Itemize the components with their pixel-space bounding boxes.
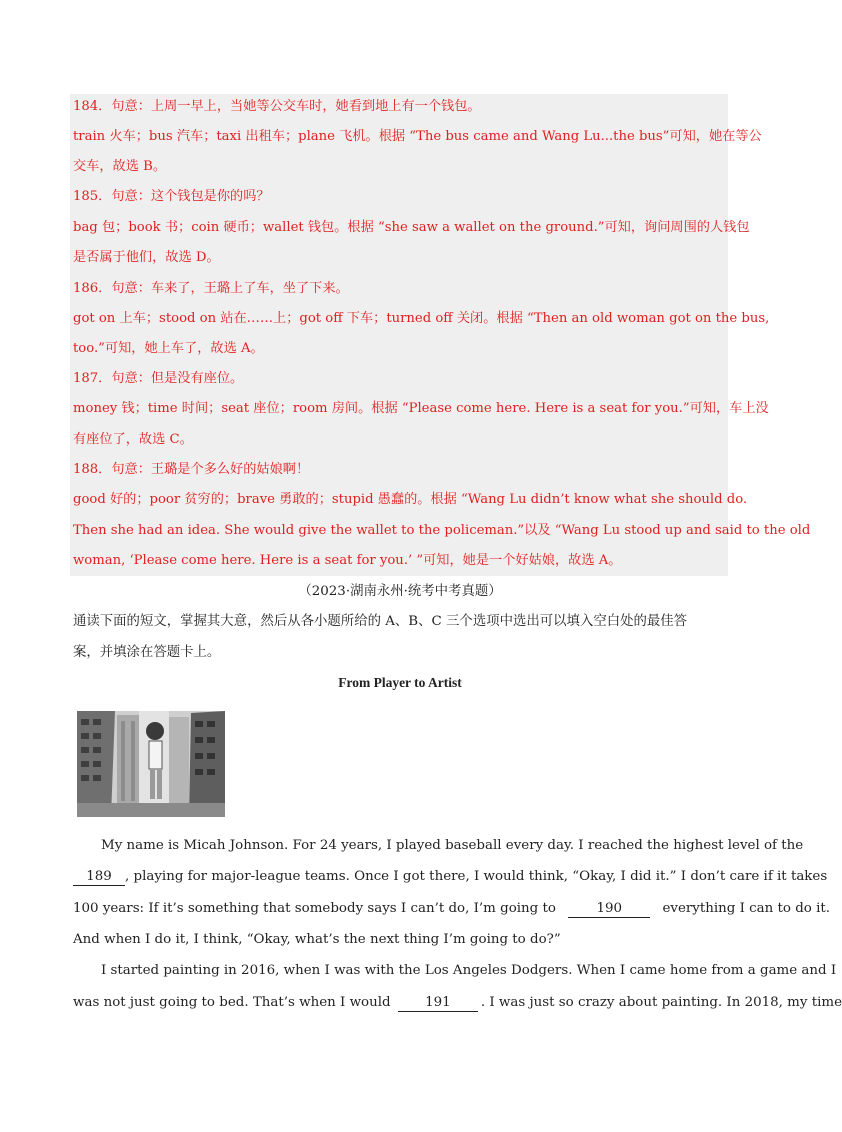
blank-191: 191 — [398, 995, 478, 1012]
answer-line: good 好的；poor 贫穷的；brave 勇敢的；stupid 愚蠢的。根据 “Wang Lu didn’t know what she should do. — [73, 492, 748, 507]
paragraph-line — [73, 836, 804, 856]
answer-line: 187．句意：但是没有座位。 — [73, 371, 244, 386]
paragraph-text: everything I can to do it. — [662, 901, 831, 916]
answer-line: 交车，故选 B。 — [73, 159, 167, 174]
paragraph-text: My name is Micah Johnson. For 24 years, I played baseball every day. I reached the highest level of the — [101, 838, 804, 853]
paragraph-line — [73, 867, 827, 887]
answer-line: 188．句意：王璐是个多么好的姑娘啊！ — [73, 462, 310, 477]
answer-line: 185．句意：这个钱包是你的吗？ — [73, 189, 270, 204]
paragraph-line: And when I do it, I think, “Okay, what’s the next thing I’m going to do?” — [73, 932, 561, 947]
answer-line: 186．句意：车来了，王璐上了车，坐了下来。 — [73, 281, 349, 296]
city-street-photo — [77, 711, 225, 817]
blank-190: 190 — [568, 901, 650, 918]
paragraph-text: 100 years: If it’s something that somebody says I can’t do, I’m going to — [73, 901, 556, 916]
instruction-line: 通读下面的短文，掌握其大意，然后从各小题所给的 A、B、C 三个选项中选出可以填入空白处的最佳答 — [73, 614, 688, 629]
city-street-illustration — [77, 711, 225, 817]
paragraph-line — [73, 899, 830, 919]
answer-line: bag 包；book 书；coin 硬币；wallet 钱包。根据 “she saw a wallet on the ground.”可知，询问周围的人钱包 — [73, 220, 750, 235]
paragraph-text: I started painting in 2016, when I was with the Los Angeles Dodgers. When I came home from a game and I — [101, 963, 837, 978]
blank-189: 189 — [73, 869, 125, 886]
passage-title: From Player to Artist — [338, 675, 462, 690]
paragraph-line — [73, 993, 842, 1013]
answer-line: 有座位了，故选 C。 — [73, 432, 193, 447]
paragraph-text: . I was just so crazy about painting. In 2018, my time — [480, 995, 842, 1010]
answer-line: got on 上车；stood on 站在……上；got off 下车；turned off 关闭。根据 “Then an old woman got on the bus, — [73, 311, 770, 326]
answer-line: 184．句意：上周一早上，当她等公交车时，她看到地上有一个钱包。 — [73, 99, 481, 114]
answer-line: Then she had an idea. She would give the wallet to the policeman.”以及 “Wang Lu stood up and said to the old — [73, 523, 811, 538]
paragraph-text: was not just going to bed. That’s when I would — [73, 995, 391, 1010]
paragraph-line — [73, 961, 837, 981]
answer-line: too.”可知，她上车了，故选 A。 — [73, 341, 264, 356]
instruction-line: 案，并填涂在答题卡上。 — [73, 645, 221, 660]
paragraph-text: , playing for major-league teams. Once I got there, I would think, “Okay, I did it.” I don’t care if it takes — [125, 869, 828, 884]
answer-line: money 钱；time 时间；seat 座位；room 房间。根据 “Please come here. Here is a seat for you.”可知，车上没 — [73, 401, 769, 416]
source-label: （2023·湖南永州·统考中考真题） — [298, 584, 502, 599]
answer-line: woman, ‘Please come here. Here is a seat for you.’ ”可知，她是一个好姑娘，故选 A。 — [73, 553, 622, 568]
answer-line: 是否属于他们，故选 D。 — [73, 250, 220, 265]
answer-line: train 火车；bus 汽车；taxi 出租车；plane 飞机。根据 “The bus came and Wang Lu...the bus”可知，她在等公 — [73, 129, 762, 144]
